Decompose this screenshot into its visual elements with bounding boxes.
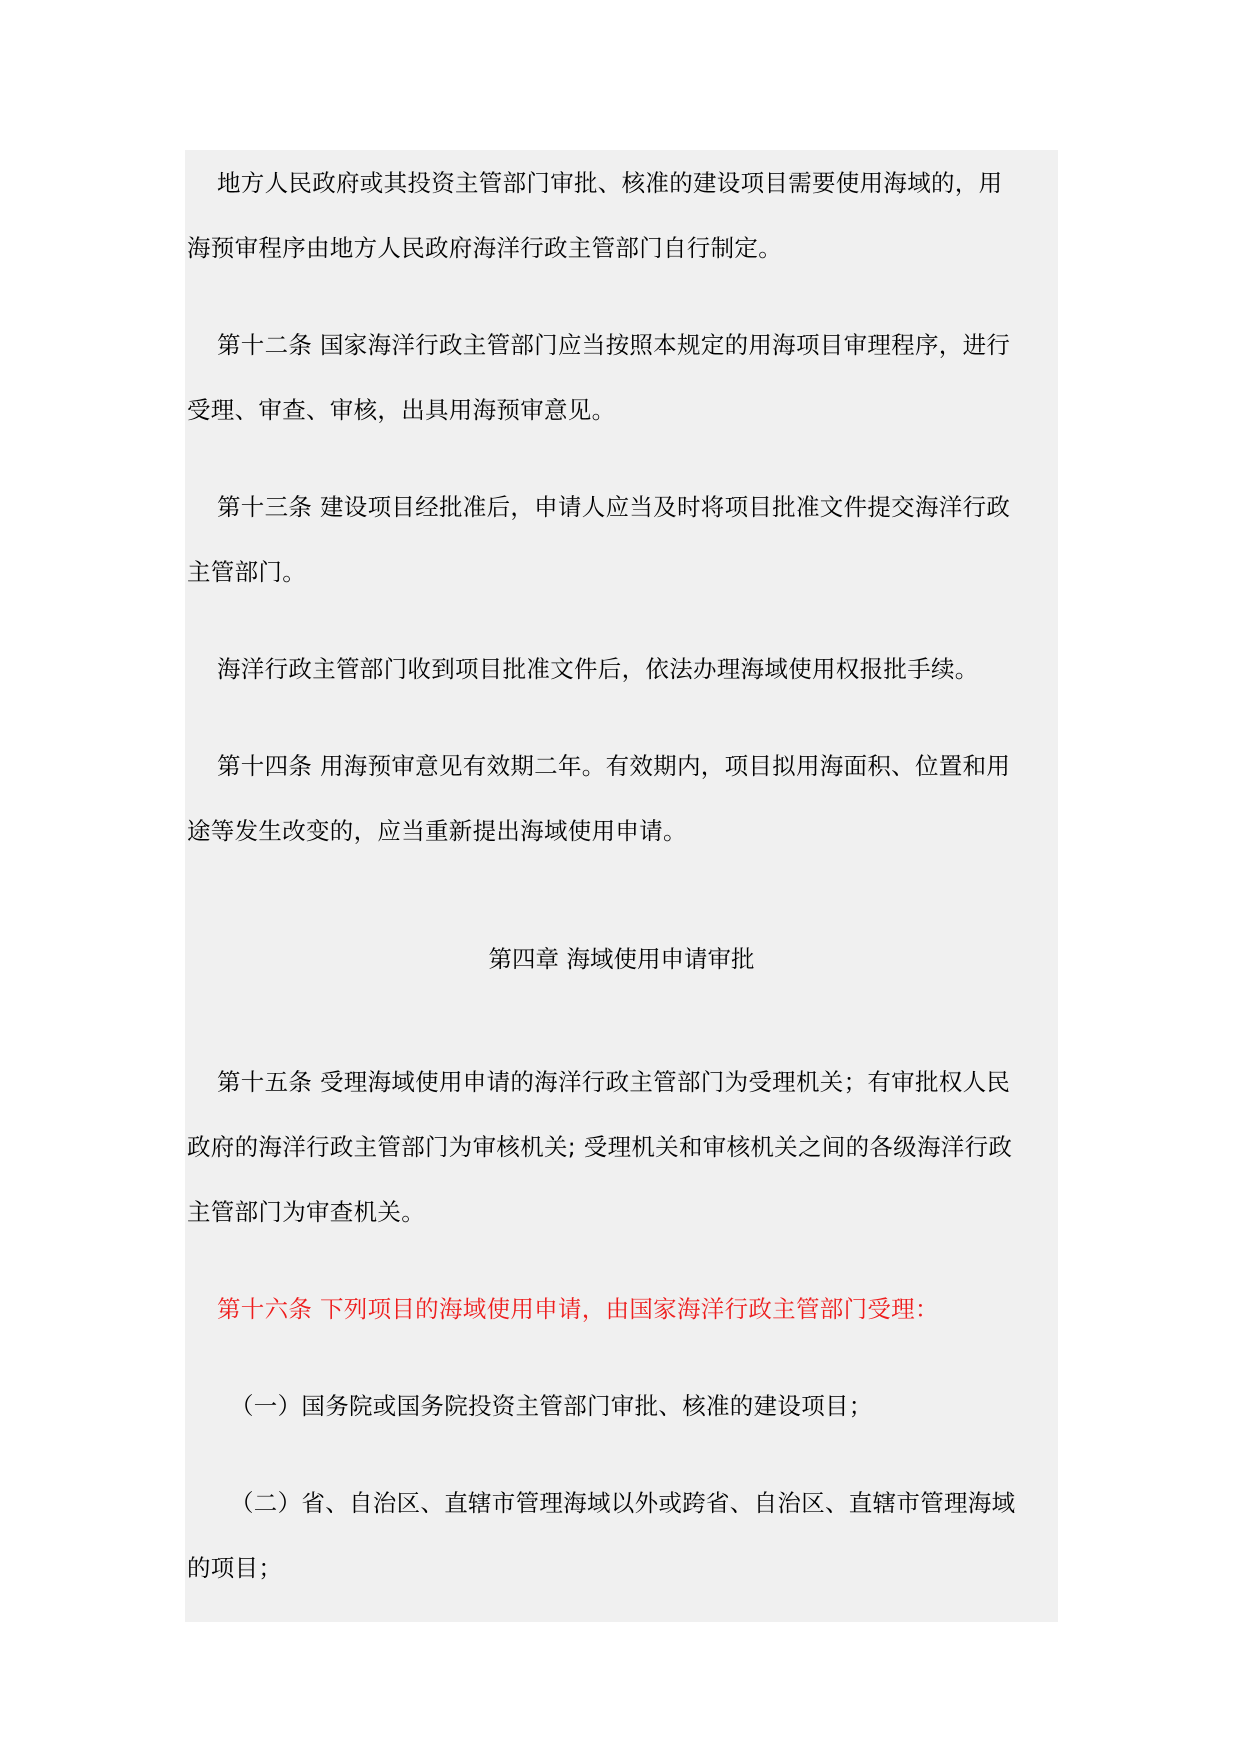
document-text-panel	[185, 150, 1058, 1622]
paragraph-line: （二）省、自治区、直辖市管理海域以外或跨省、自治区、直辖市管理海域	[230, 1489, 1016, 1517]
paragraph-line: 海洋行政主管部门收到项目批准文件后，依法办理海域使用权报批手续。	[217, 655, 979, 683]
paragraph-line: 第十六条 下列项目的海域使用申请，由国家海洋行政主管部门受理：	[217, 1295, 939, 1323]
paragraph-line: 第十三条 建设项目经批准后，申请人应当及时将项目批准文件提交海洋行政	[217, 493, 1011, 521]
paragraph-line: 第十四条 用海预审意见有效期二年。有效期内，项目拟用海面积、位置和用	[217, 752, 1011, 780]
paragraph-line: 受理、审查、审核，出具用海预审意见。	[187, 396, 616, 424]
paragraph-line: 政府的海洋行政主管部门为审核机关; 受理机关和审核机关之间的各级海洋行政	[187, 1133, 1013, 1161]
paragraph-line: 地方人民政府或其投资主管部门审批、核准的建设项目需要使用海域的，用	[217, 169, 1003, 197]
paragraph-line: 海预审程序由地方人民政府海洋行政主管部门自行制定。	[187, 234, 782, 262]
paragraph-line: 主管部门为审查机关。	[187, 1198, 425, 1226]
paragraph-line: 第十五条 受理海域使用申请的海洋行政主管部门为受理机关；有审批权人民	[217, 1068, 1011, 1096]
paragraph-line: 途等发生改变的，应当重新提出海域使用申请。	[187, 817, 687, 845]
paragraph-line: 主管部门。	[187, 558, 306, 586]
paragraph-line: （一）国务院或国务院投资主管部门审批、核准的建设项目；	[230, 1392, 873, 1420]
paragraph-line: 第十二条 国家海洋行政主管部门应当按照本规定的用海项目审理程序，进行	[217, 331, 1011, 359]
paragraph-line: 的项目；	[187, 1554, 283, 1582]
chapter-heading: 第四章 海域使用申请审批	[488, 945, 755, 973]
